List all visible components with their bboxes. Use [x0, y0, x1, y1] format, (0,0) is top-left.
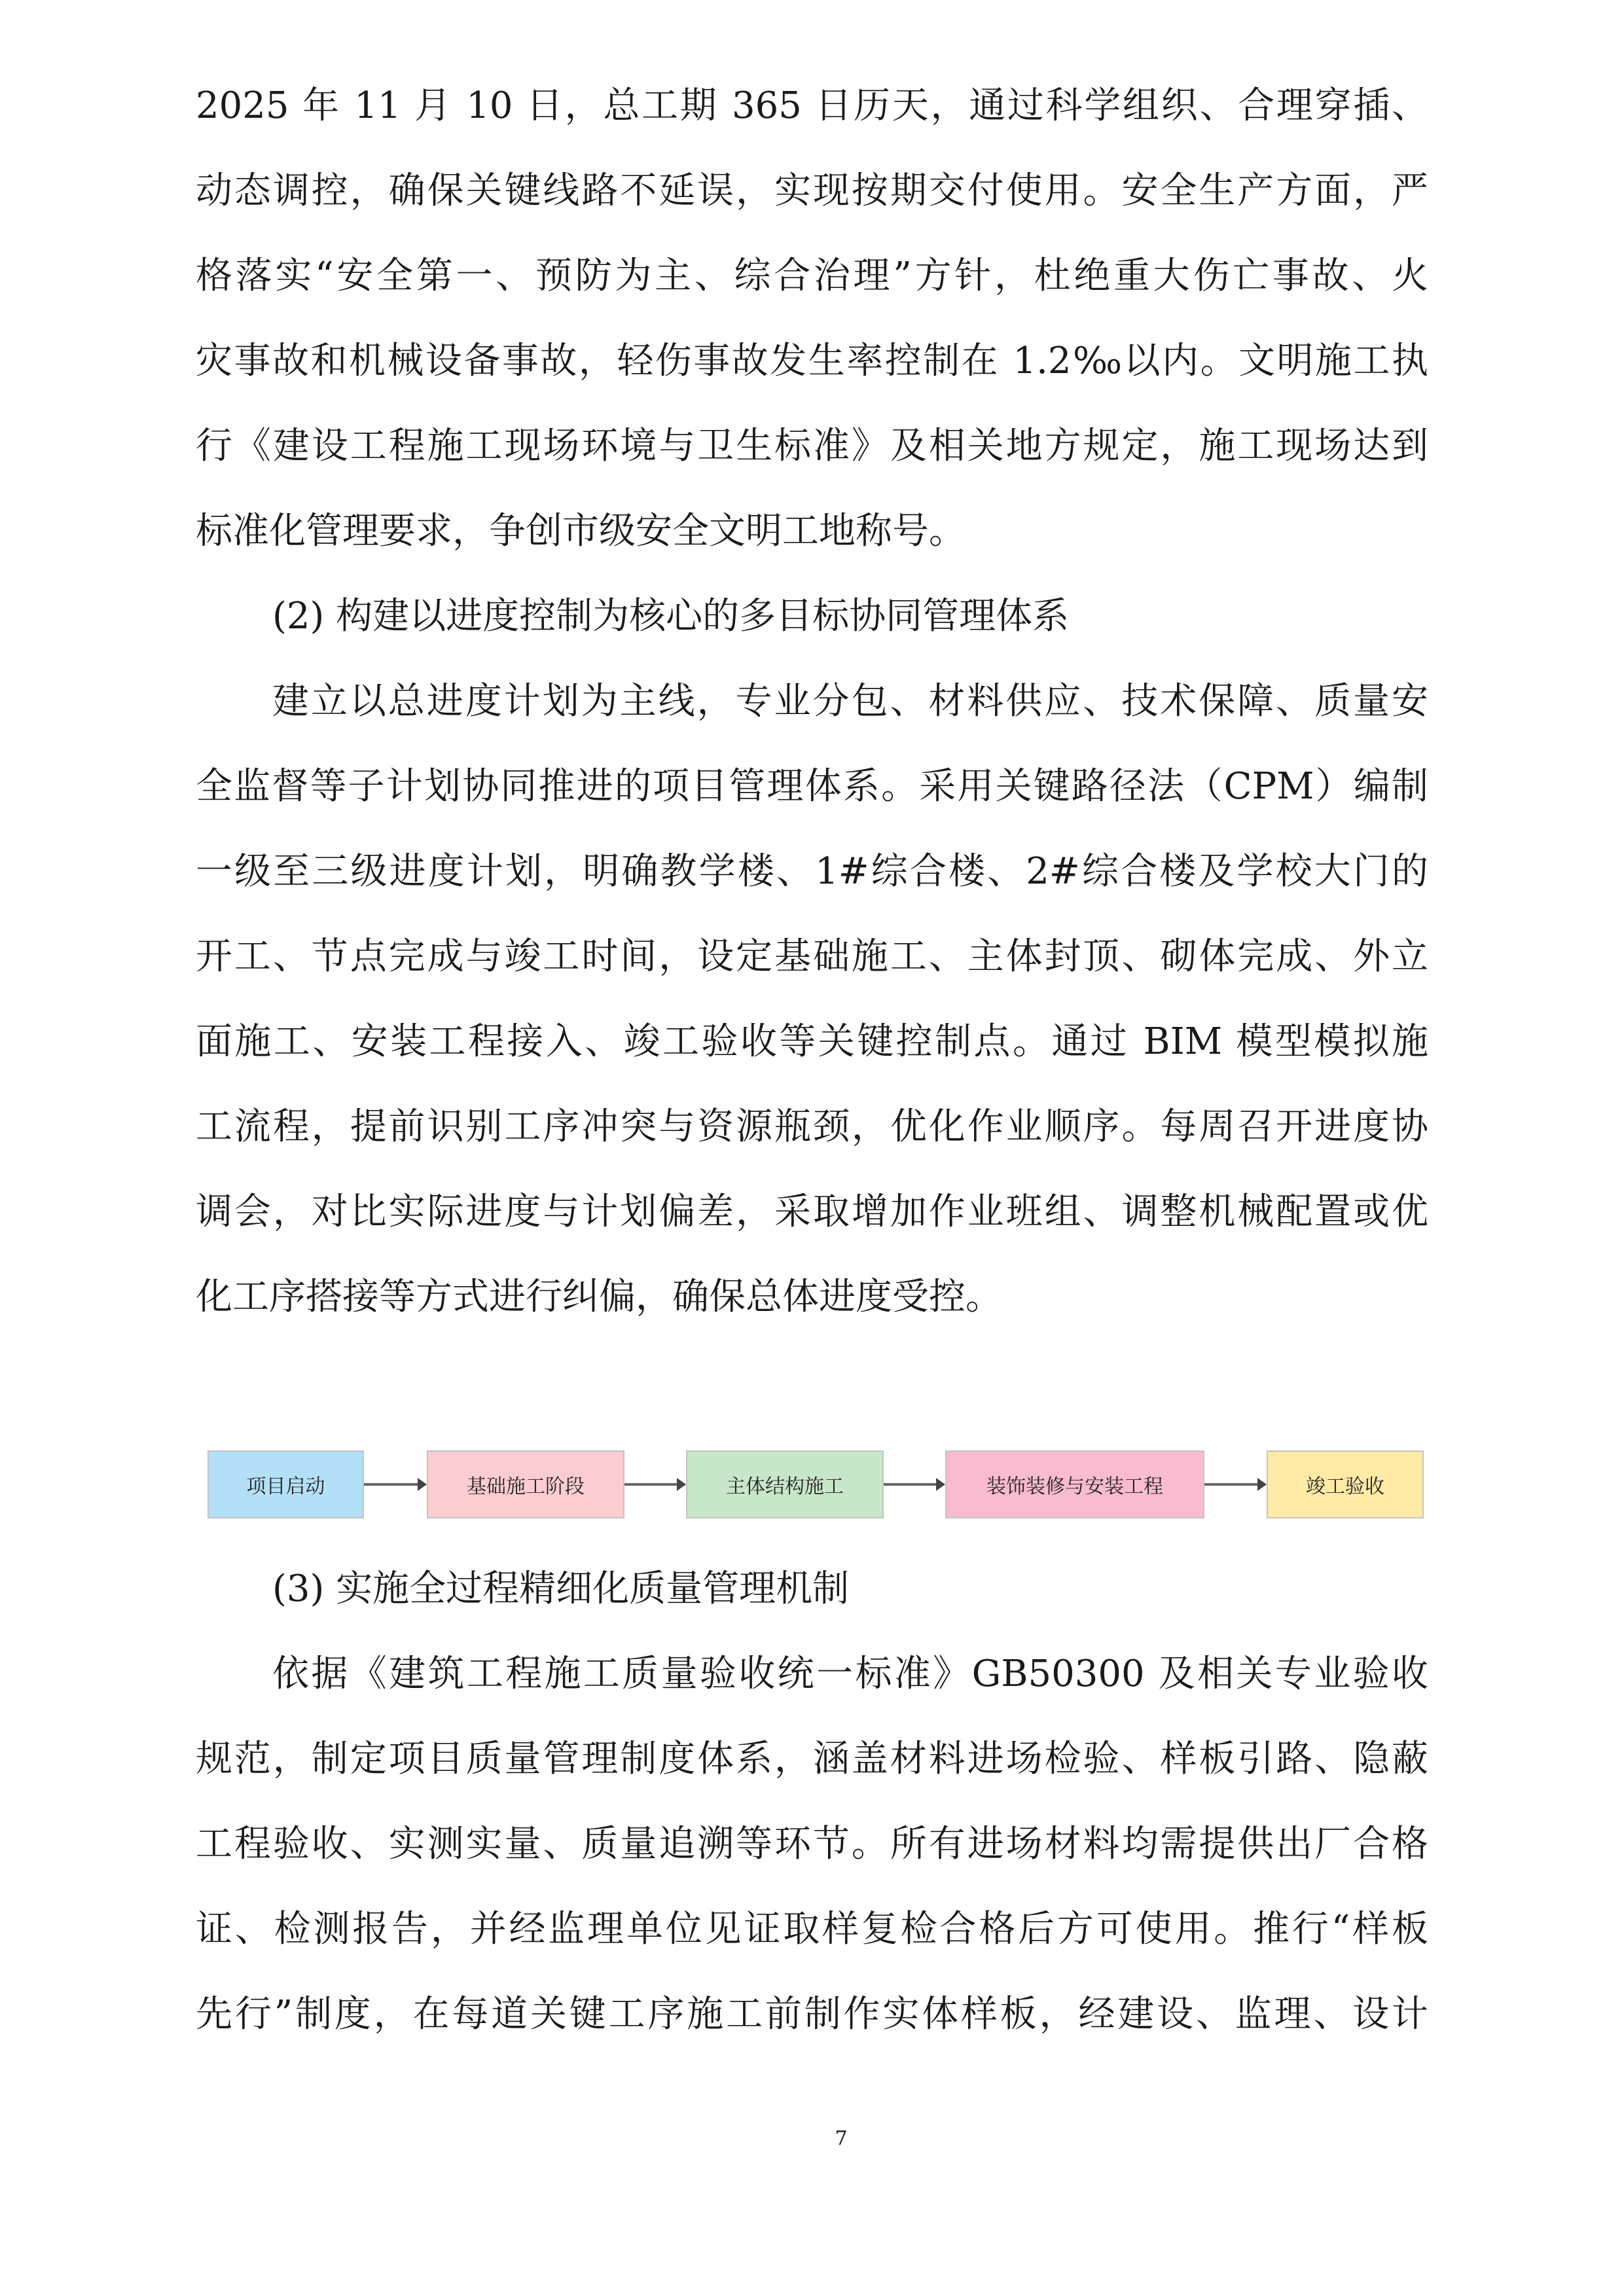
- flow-step-project-start: 项目启动: [208, 1450, 364, 1518]
- text-line: 先行”制度，在每道关键工序施工前制作实体样板，经建设、监理、设计: [196, 1993, 1428, 2036]
- text-line: 规范，制定项目质量管理制度体系，涵盖材料进场检验、样板引路、隐蔽: [196, 1738, 1428, 1780]
- text-line: 标准化管理要求，争创市级安全文明工地称号。: [196, 510, 965, 552]
- text-line: 工程验收、实测实量、质量追溯等环节。所有进场材料均需提供出厂合格: [196, 1823, 1428, 1865]
- text-line: 调会，对比实际进度与计划偏差，采取增加作业班组、调整机械配置或优: [196, 1191, 1428, 1233]
- text-line: 2025 年 11 月 10 日，总工期 365 日历天，通过科学组织、合理穿插、: [196, 84, 1428, 127]
- page-number: 7: [835, 2127, 848, 2150]
- text-line: 依据《建筑工程施工质量验收统一标准》GB50300 及相关专业验收: [272, 1653, 1428, 1695]
- arrow-icon: [884, 1483, 944, 1486]
- section-heading: (3) 实施全过程精细化质量管理机制: [272, 1568, 850, 1610]
- text-line: 面施工、安装工程接入、竣工验收等关键控制点。通过 BIM 模型模拟施: [196, 1020, 1428, 1063]
- text-line: 证、检测报告，并经监理单位见证取样复检合格后方可使用。推行“样板: [196, 1908, 1428, 1950]
- flow-step-main-structure: 主体结构施工: [686, 1450, 884, 1518]
- section-heading: (2) 构建以进度控制为核心的多目标协同管理体系: [272, 595, 1070, 637]
- arrow-icon: [624, 1483, 685, 1486]
- text-line: 动态调控，确保关键线路不延误，实现按期交付使用。安全生产方面，严: [196, 170, 1428, 212]
- text-line: 格落实“安全第一、预防为主、综合治理”方针，杜绝重大伤亡事故、火: [196, 255, 1428, 297]
- text-line: 一级至三级进度计划，明确教学楼、1#综合楼、2#综合楼及学校大门的: [196, 850, 1428, 893]
- flow-step-completion-acceptance: 竣工验收: [1267, 1450, 1424, 1518]
- text-line: 工流程，提前识别工序冲突与资源瓶颈，优化作业顺序。每周召开进度协: [196, 1105, 1428, 1148]
- text-line: 化工序搭接等方式进行纠偏，确保总体进度受控。: [196, 1276, 1002, 1318]
- text-line: 行《建设工程施工现场环境与卫生标准》及相关地方规定，施工现场达到: [196, 425, 1428, 467]
- flow-step-decoration-installation: 装饰装修与安装工程: [945, 1450, 1204, 1518]
- arrow-icon: [1204, 1483, 1265, 1486]
- text-line: 开工、节点完成与竣工时间，设定基础施工、主体封顶、砌体完成、外立: [196, 935, 1428, 978]
- flow-step-foundation: 基础施工阶段: [427, 1450, 624, 1518]
- text-line: 灾事故和机械设备事故，轻伤事故发生率控制在 1.2‰以内。文明施工执: [196, 340, 1428, 382]
- text-line: 全监督等子计划协同推进的项目管理体系。采用关键路径法（CPM）编制: [196, 765, 1428, 808]
- arrow-icon: [364, 1483, 425, 1486]
- text-line: 建立以总进度计划为主线，专业分包、材料供应、技术保障、质量安: [272, 680, 1428, 723]
